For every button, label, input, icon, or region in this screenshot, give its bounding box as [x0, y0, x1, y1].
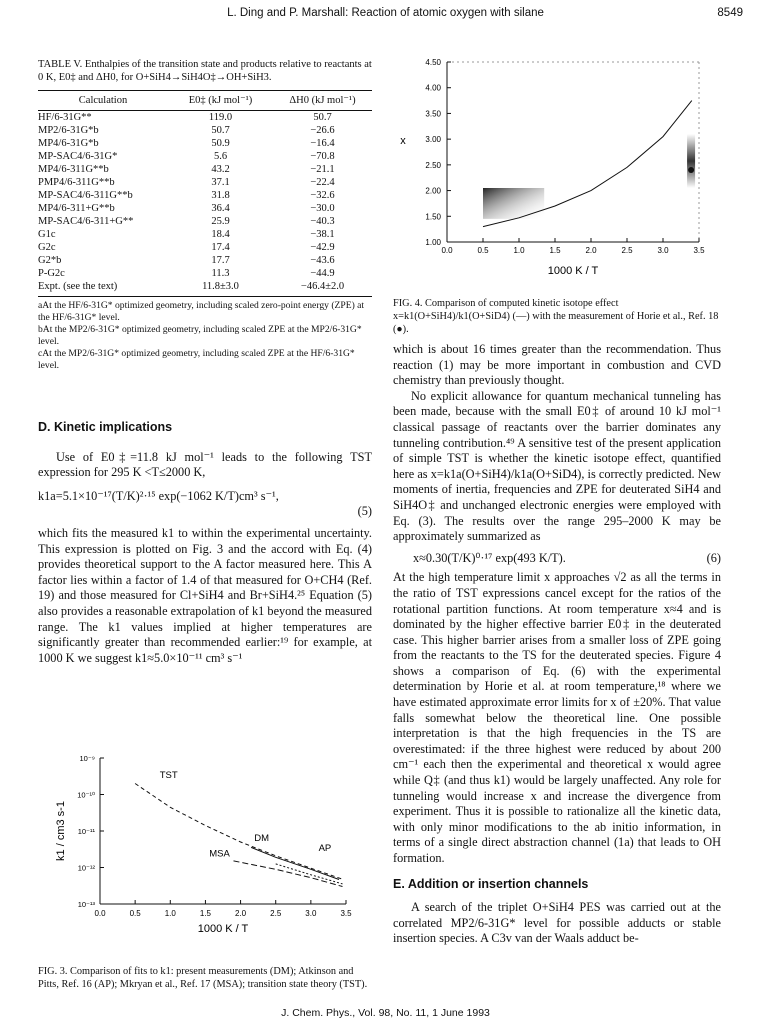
- paragraph: which fits the measured k1 to within the experimental uncertainty. This expression is plotted on Fig. 3 and the accord with Eq. (4) provides theoretical support to the A factor measured here. This A factor lies within a factor of 1.4 of that measured for O+CH4 (Ref. 19) and those measured for Cl+SiH4 and Br+SiH4.²⁵ Equation (5) also provides a reasonable extrapolation of k1 beyond the measured range. The k1 values implied at higher temperatures are significantly greater than recommended earlier:¹⁹ for example, at 1000 K we suggest k1≈5.0×10⁻¹¹ cm³ s⁻¹: [38, 525, 372, 665]
- error-bar: [687, 134, 695, 188]
- cell-dh0: −21.1: [310, 164, 335, 175]
- x-tick-label: 1.5: [549, 246, 561, 255]
- cell-e0: 17.7: [211, 255, 230, 266]
- series-label-msa: MSA: [209, 848, 230, 860]
- x-tick-label: 0.0: [94, 909, 106, 918]
- cell-dh0: −44.9: [310, 268, 335, 279]
- cell-e0: 18.4: [211, 229, 230, 240]
- shaded-region: [483, 188, 544, 219]
- table-row: [38, 137, 372, 150]
- figure-3-caption: FIG. 3. Comparison of fits to k1: present measurements (DM); Atkinson and Pitts, Ref. 16 (AP); Mkryan et al., Ref. 17 (MSA); transition state theory (TST).: [38, 966, 368, 990]
- y-tick-label: 2.50: [425, 160, 441, 170]
- cell-calculation: Expt. (see the text): [38, 281, 118, 292]
- paragraph: At the high temperature limit x approaches √2 as all the terms in the ratio of TST expressions cancel except for the ratios of the rotational partition functions. At room temperature x≈4 and is dominated by the higher effective barrier E0‡ in the deuterated case. This higher barrier arises from a smaller loss of ZPE going from the reactants to the TS for the deuterated species. Figure 4 shows a comparison of Eq. (6) with the experimental determination by Horie et al. at room temperature,¹⁸ where we have estimated approximate error limits for x of ±20%. That value falls somewhat below the theoretical line. One possible interpretation is that the high frequencies in the TS are overestimated: if the three highest were reduced by about 200 cm⁻¹ each then the experimental and theoretical x would agree while Q‡ (and thus k1) would be largely unaffected. Any role for tunneling would increase x and increase the divergence from experiment. Thus it is possible to rationalize all the kinetic data, with only minor modifications to the ab initio information, in terms of a single direct abstraction channel (1a) that leads to OH formation.: [393, 570, 721, 865]
- figure-4: [393, 52, 723, 284]
- cell-e0: 31.8: [211, 190, 230, 201]
- cell-e0: 50.9: [211, 138, 230, 149]
- y-axis-label: x: [400, 135, 406, 147]
- x-tick-label: 3.5: [340, 909, 352, 918]
- cell-calculation: MP4/6-31G*b: [38, 138, 99, 149]
- cell-dh0: −26.6: [310, 125, 335, 136]
- cell-e0: 17.4: [211, 242, 230, 253]
- cell-e0: 11.8±3.0: [202, 281, 239, 292]
- series-label-tst: TST: [159, 770, 178, 782]
- y-tick-label: 10⁻¹³: [77, 900, 95, 909]
- table-row: [38, 228, 372, 241]
- y-tick-label: 10⁻¹²: [77, 863, 95, 873]
- cell-calculation: G2c: [38, 242, 56, 253]
- y-tick-label: 3.00: [425, 135, 441, 145]
- series-line-ap: [276, 864, 343, 884]
- cell-calculation: P-G2c: [38, 268, 65, 279]
- table-row: [38, 150, 372, 163]
- y-tick-label: 10⁻⁹: [79, 754, 95, 763]
- series-label-ap: AP: [318, 843, 332, 855]
- x-tick-label: 0.5: [129, 909, 141, 918]
- x-tick-label: 2.0: [585, 246, 597, 255]
- x-axis-label: 1000 K / T: [197, 923, 249, 935]
- x-tick-label: 0.5: [477, 246, 489, 255]
- equation-6-number: (6): [706, 550, 721, 565]
- equation-6: [393, 551, 721, 567]
- x-tick-label: 3.5: [693, 246, 705, 255]
- table-row: [38, 189, 372, 202]
- x-tick-label: 3.0: [657, 246, 669, 255]
- x-tick-label: 2.5: [621, 246, 633, 255]
- table-5-body: [38, 111, 372, 294]
- cell-e0: 119.0: [208, 112, 233, 123]
- cell-calculation: G1c: [38, 229, 56, 240]
- cell-e0: 25.9: [211, 216, 230, 227]
- cell-dh0: 50.7: [313, 112, 332, 123]
- cell-dh0: −70.8: [310, 151, 335, 162]
- y-axis-label: k1 / cm3 s-1: [55, 801, 67, 861]
- equation-5-number: (5): [357, 504, 372, 519]
- measurement-point: [688, 167, 694, 173]
- cell-e0: 36.4: [211, 203, 230, 214]
- cell-dh0: −16.4: [310, 138, 335, 149]
- y-tick-label: 10⁻¹¹: [77, 827, 95, 836]
- cell-calculation: MP-SAC4/6-311G**b: [38, 190, 133, 201]
- cell-calculation: MP-SAC4/6-311+G**: [38, 216, 134, 227]
- page-footer: J. Chem. Phys., Vol. 98, No. 11, 1 June 1993: [281, 1007, 490, 1020]
- figure-3: [38, 752, 368, 942]
- table-5-footnote-a: aAt the HF/6-31G* optimized geometry, including scaled zero-point energy (ZPE) at the HF/6-31G* level.: [38, 300, 365, 323]
- table-5-caption: TABLE V. Enthalpies of the transition state and products relative to reactants at 0 K, E0‡ and ΔH0, for O+SiH4→SiH4O‡→OH+SiH3.: [38, 59, 372, 83]
- cell-calculation: MP4/6-311G**b: [38, 164, 109, 175]
- table-row: [38, 124, 372, 137]
- right-column-text: [393, 342, 721, 947]
- cell-dh0: −32.6: [310, 190, 335, 201]
- x-tick-label: 3.0: [305, 909, 317, 918]
- col-header-calculation: Calculation: [78, 95, 128, 106]
- cell-e0: 11.3: [211, 268, 230, 279]
- paragraph: Use of E0‡=11.8 kJ mol⁻¹ leads to the following TST expression for 295 K <T≤2000 K,: [38, 449, 372, 480]
- cell-calculation: HF/6-31G**: [38, 112, 92, 123]
- figure-4-chart: [393, 52, 723, 284]
- cell-calculation: PMP4/6-311G**b: [38, 177, 115, 188]
- paragraph: A search of the triplet O+SiH4 PES was carried out at the correlated MP2/6-31G* level for possible adducts or stable insertion species. A C3v van der Waals adduct be-: [393, 900, 721, 946]
- table-5-grid: [38, 90, 372, 293]
- cell-dh0: −40.3: [310, 216, 335, 227]
- cell-dh0: −46.4±2.0: [300, 281, 345, 292]
- section-e-heading: E. Addition or insertion channels: [393, 876, 589, 891]
- section-d: [38, 420, 372, 666]
- series-label-dm: DM: [254, 833, 270, 845]
- y-tick-label: 4.00: [425, 83, 441, 93]
- x-tick-label: 1.0: [164, 909, 176, 918]
- equation-5: [38, 489, 372, 505]
- cell-e0: 5.6: [213, 151, 228, 162]
- cell-dh0: −42.9: [310, 242, 335, 253]
- y-tick-label: 1.50: [425, 212, 441, 222]
- cell-e0: 50.7: [211, 125, 230, 136]
- y-tick-label: 1.00: [425, 238, 441, 247]
- table-row: [38, 280, 372, 293]
- cell-calculation: MP-SAC4/6-31G*: [38, 151, 118, 162]
- y-tick-label: 2.00: [425, 186, 441, 196]
- running-title: L. Ding and P. Marshall: Reaction of atomic oxygen with silane: [227, 7, 544, 19]
- col-header-dh0: ΔH0 (kJ mol⁻¹): [289, 95, 356, 106]
- table-row: [38, 111, 372, 125]
- table-5: [38, 58, 372, 372]
- page-header: [0, 6, 771, 24]
- x-tick-label: 1.0: [513, 246, 525, 255]
- figure-3-chart: [38, 752, 368, 942]
- x-axis-label: 1000 K / T: [547, 265, 599, 277]
- table-row: [38, 254, 372, 267]
- figure-4-caption: FIG. 4. Comparison of computed kinetic isotope effect x=k1(O+SiH4)/k1(O+SiD4) (—) with the measurement of Horie et al., Ref. 18 (●).: [393, 298, 719, 335]
- y-tick-label: 10⁻¹⁰: [77, 790, 95, 800]
- section-d-heading: D. Kinetic implications: [38, 420, 173, 434]
- cell-e0: 43.2: [211, 164, 230, 175]
- y-tick-label: 3.50: [425, 109, 441, 119]
- cell-dh0: −43.6: [310, 255, 335, 266]
- equation-6-text: x≈0.30(T/K)⁰·¹⁷ exp(493 K/T).: [413, 550, 566, 565]
- table-row: [38, 176, 372, 189]
- table-row: [38, 241, 372, 254]
- paragraph: No explicit allowance for quantum mechanical tunneling has been made, because with the small E0‡ of around 10 kJ mol⁻¹ classical passage of reactants over the barrier dominates any tunneling contribution.⁴⁹ A sensitive test of the present application of simple TST is whether the kinetic isotope effect, quantified here as x=k1a(O+SiH4)/k1a(O+SiD4), is correctly predicted. New moments of inertia, frequencies and ZPE for deuterated SiH4 and SiH4O‡ and unchanged electronic energies were employed with Eq. (3). The results over the range 295–2000 K may be approximately summarized as: [393, 388, 721, 544]
- table-5-footnote-c: cAt the MP2/6-31G* optimized geometry, including scaled ZPE at the HF/6-31G* level.: [38, 348, 355, 371]
- series-line-tst: [135, 784, 342, 880]
- x-tick-label: 0.0: [441, 246, 453, 255]
- equation-5-text: k1a=5.1×10⁻¹⁷(T/K)²·¹⁵ exp(−1062 K/T)cm³ s⁻¹,: [38, 488, 279, 503]
- table-row: [38, 267, 372, 280]
- y-tick-label: 4.50: [425, 58, 441, 67]
- table-row: [38, 202, 372, 215]
- table-5-footnote-b: bAt the MP2/6-31G* optimized geometry, including scaled ZPE at the MP2/6-31G* level.: [38, 324, 362, 347]
- paragraph: which is about 16 times greater than the recommendation. Thus reaction (1) may be more important in combustion and CVD chemistry than previously thought.: [393, 342, 721, 388]
- col-header-e0: E0‡ (kJ mol⁻¹): [188, 95, 253, 106]
- cell-e0: 37.1: [211, 177, 230, 188]
- cell-dh0: −38.1: [310, 229, 335, 240]
- table-row: [38, 163, 372, 176]
- page-number: 8549: [717, 7, 743, 19]
- x-tick-label: 1.5: [199, 909, 211, 918]
- cell-calculation: MP2/6-31G*b: [38, 125, 99, 136]
- cell-dh0: −22.4: [310, 177, 335, 188]
- table-row: [38, 215, 372, 228]
- x-tick-label: 2.5: [270, 909, 282, 918]
- cell-calculation: MP4/6-311+G**b: [38, 203, 115, 214]
- x-tick-label: 2.0: [235, 909, 247, 918]
- cell-dh0: −30.0: [310, 203, 335, 214]
- cell-calculation: G2*b: [38, 255, 62, 266]
